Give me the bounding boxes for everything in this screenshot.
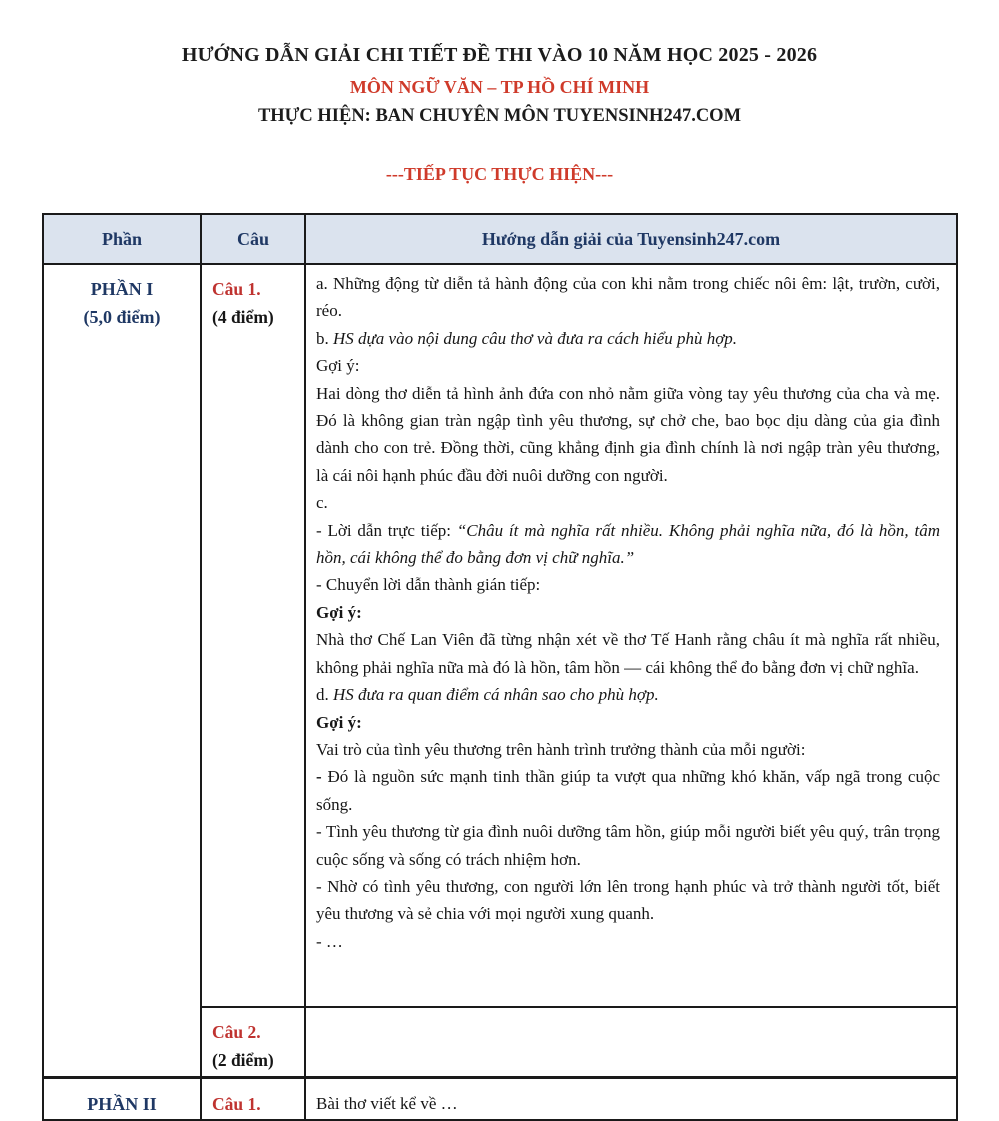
col-header-cau: Câu — [201, 214, 305, 264]
document-header — [0, 0, 999, 185]
answer1-bullet1: - Đó là nguồn sức mạnh tinh thần giúp ta vượt qua những khó khăn, vấp ngã trong cuộc sống. — [316, 767, 940, 814]
doc-byline: THỰC HIỆN: BAN CHUYÊN MÔN TUYENSINH247.COM — [257, 106, 742, 126]
cell-part2-cau — [201, 1078, 305, 1121]
answer1-bullet3: - Nhờ có tình yêu thương, con người lớn lên trong hạnh phúc và trở thành người tốt, biết yêu thương và sẻ chia với mọi người xung quanh. — [316, 876, 940, 924]
cau2-label: Câu 2. — [212, 1022, 261, 1042]
cell-part1 — [43, 264, 201, 1078]
answer1-quote-line: - Lời dẫn trực tiếp: “Châu ít mà nghĩa rất nhiều. Không phải nghĩa nữa, đó là hồn, tâm hồn, cái không thể đo bằng đơn vị chữ nghĩa.” — [316, 520, 940, 568]
cell-part2 — [43, 1078, 201, 1121]
answer1-goiy2: Gợi ý: — [316, 602, 362, 622]
part1-points: (5,0 điểm) — [83, 307, 161, 327]
answer1-goiy3: Gợi ý: — [316, 712, 362, 732]
part2-label: PHẦN II — [87, 1094, 157, 1114]
cau2-points: (2 điểm) — [212, 1050, 274, 1070]
answer1-para2: Nhà thơ Chế Lan Viên đã từng nhận xét về thơ Tế Hanh rằng châu ít mà nghĩa rất nhiều, không phải nghĩa nữa mà đó là hồn, tâm hồn — cái không thể đo bằng đơn vị chữ nghĩa. — [316, 630, 940, 677]
continuation-note: ---TIẾP TỤC THỰC HIỆN--- — [385, 164, 614, 184]
row-part1-cau1 — [43, 264, 957, 1007]
answer1-c: c. — [316, 493, 328, 513]
answer1-content — [316, 270, 940, 1006]
answer1-a: a. Những động từ diễn tả hành động của con khi nằm trong chiếc nôi êm: lật, trườn, cười, réo. — [316, 274, 940, 321]
doc-subtitle: MÔN NGỮ VĂN – TP HỒ CHÍ MINH — [349, 77, 650, 97]
answer1-b: b. HS dựa vào nội dung câu thơ và đưa ra cách hiểu phù hợp. — [316, 328, 738, 348]
cell-cau2 — [201, 1007, 305, 1078]
answer1-vaitro: Vai trò của tình yêu thương trên hành trình trưởng thành của mỗi người: — [316, 739, 806, 759]
answer1-para1: Hai dòng thơ diễn tả hình ảnh đứa con nhỏ nằm giữa vòng tay yêu thương của cha và mẹ. Đó là không gian tràn ngập tình yêu thương, sự chở che, bao bọc dịu dàng của gia đình dành cho con trẻ. Đồng thời, cũng khẳng định gia đình chính là nơi ngập tràn yêu thương, là cái nôi hạnh phúc đầu đời nuôi dưỡng con người. — [316, 383, 940, 485]
cau1-label: Câu 1. — [212, 279, 261, 299]
cell-part2-answer-clipped: Bài thơ viết kể về … — [305, 1078, 957, 1121]
col-header-guide: Hướng dẫn giải của Tuyensinh247.com — [305, 214, 957, 264]
part1-label: PHẦN I — [90, 279, 154, 299]
doc-title: HƯỚNG DẪN GIẢI CHI TIẾT ĐỀ THI VÀO 10 NĂM HỌC 2025 - 2026 — [181, 44, 818, 66]
row-part2-clipped — [43, 1078, 957, 1121]
cell-cau1 — [201, 264, 305, 1007]
answers-table — [42, 213, 958, 1121]
answer1-bullet2: - Tình yêu thương từ gia đình nuôi dưỡng tâm hồn, giúp mỗi người biết yêu quý, trân trọng cuộc sống và sống có trách nhiệm hơn. — [316, 822, 940, 869]
answer1-d: d. HS đưa ra quan điểm cá nhân sao cho phù hợp. — [316, 685, 659, 705]
part2-cau-label: Câu 1. — [212, 1094, 261, 1114]
table-header-row — [43, 214, 957, 264]
answer1-goiy1: Gợi ý: — [316, 356, 360, 376]
answer1-chuyen: - Chuyển lời dẫn thành gián tiếp: — [316, 575, 541, 595]
cau1-points: (4 điểm) — [212, 307, 274, 327]
cell-answer2-empty — [305, 1007, 957, 1078]
answer1-bullet4: - … — [316, 931, 343, 951]
col-header-phan: Phần — [43, 214, 201, 264]
cell-answer1 — [305, 264, 957, 1007]
